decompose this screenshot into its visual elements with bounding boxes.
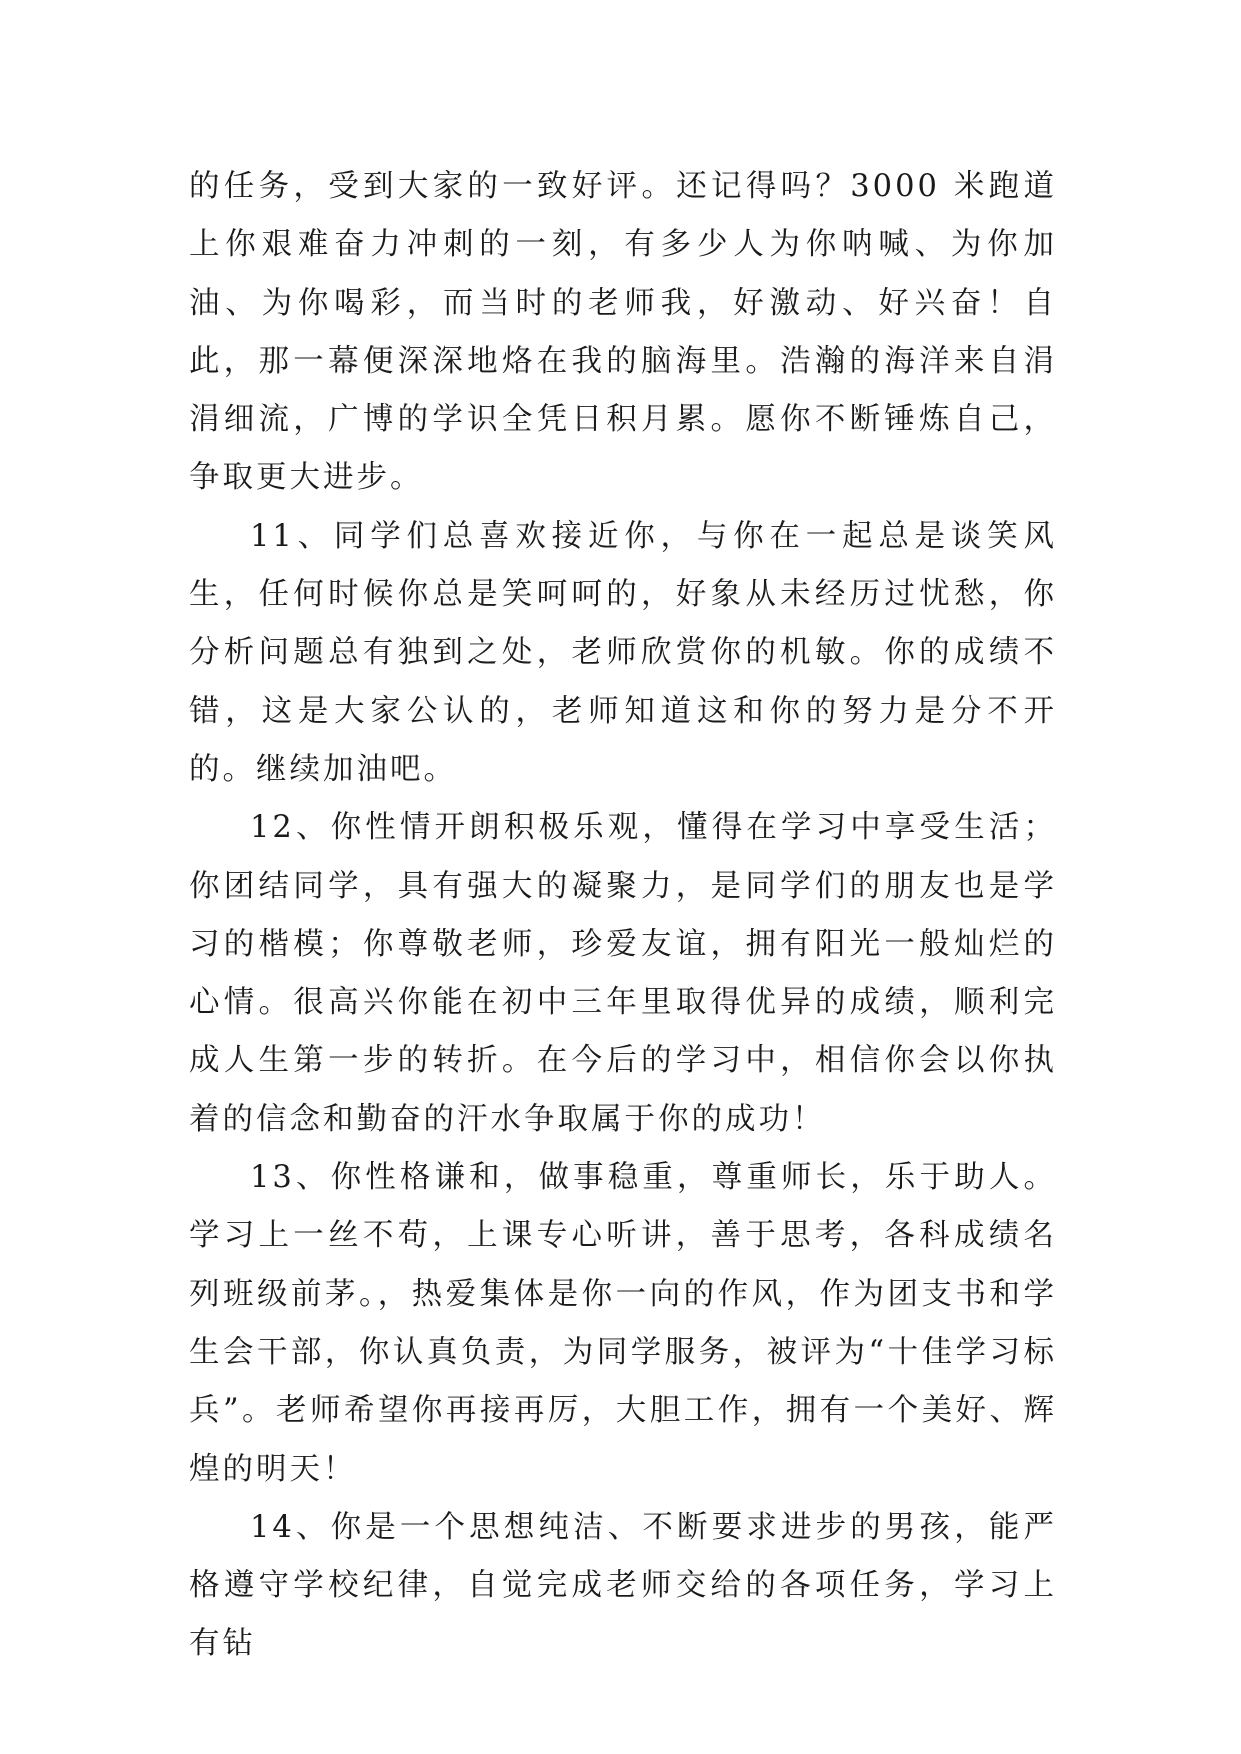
paragraph-comment-13: 13、你性格谦和，做事稳重，尊重师长，乐于助人。学习上一丝不苟，上课专心听讲，善于思考，各科成绩名列班级前茅。，热爱集体是你一向的作风，作为团支书和学生会干部，你认真负责，为同学服务，被评为“十佳学习标兵”。老师希望你再接再厉，大胆工作，拥有一个美好、辉煌的明天！ (189, 1160, 1057, 1487)
document-body (189, 158, 1057, 1674)
paragraph-comment-12: 12、你性情开朗积极乐观，懂得在学习中享受生活；你团结同学，具有强大的凝聚力，是同学们的朋友也是学习的楷模；你尊敬老师，珍爱友谊，拥有阳光一般灿烂的心情。很高兴你能在初中三年里取得优异的成绩，顺利完成人生第一步的转折。在今后的学习中，相信你会以你执着的信念和勤奋的汗水争取属于你的成功！ (189, 810, 1057, 1137)
paragraph-comment-11: 11、同学们总喜欢接近你，与你在一起总是谈笑风生，任何时候你总是笑呵呵的，好象从未经历过忧愁，你分析问题总有独到之处，老师欣赏你的机敏。你的成绩不错，这是大家公认的，老师知道这和你的努力是分不开的。继续加油吧。 (189, 518, 1057, 787)
paragraph-continuation: 的任务，受到大家的一致好评。还记得吗？3000 米跑道上你艰难奋力冲刺的一刻，有多少人为你呐喊、为你加油、为你喝彩，而当时的老师我，好激动、好兴奋！自此，那一幕便深深地烙在我的脑海里。浩瀚的海洋来自涓涓细流，广博的学识全凭日积月累。愿你不断锤炼自己，争取更大进步。 (189, 169, 1057, 496)
paragraph-comment-14: 14、你是一个思想纯洁、不断要求进步的男孩，能严格遵守学校纪律，自觉完成老师交给的各项任务，学习上有钻 (189, 1509, 1057, 1662)
